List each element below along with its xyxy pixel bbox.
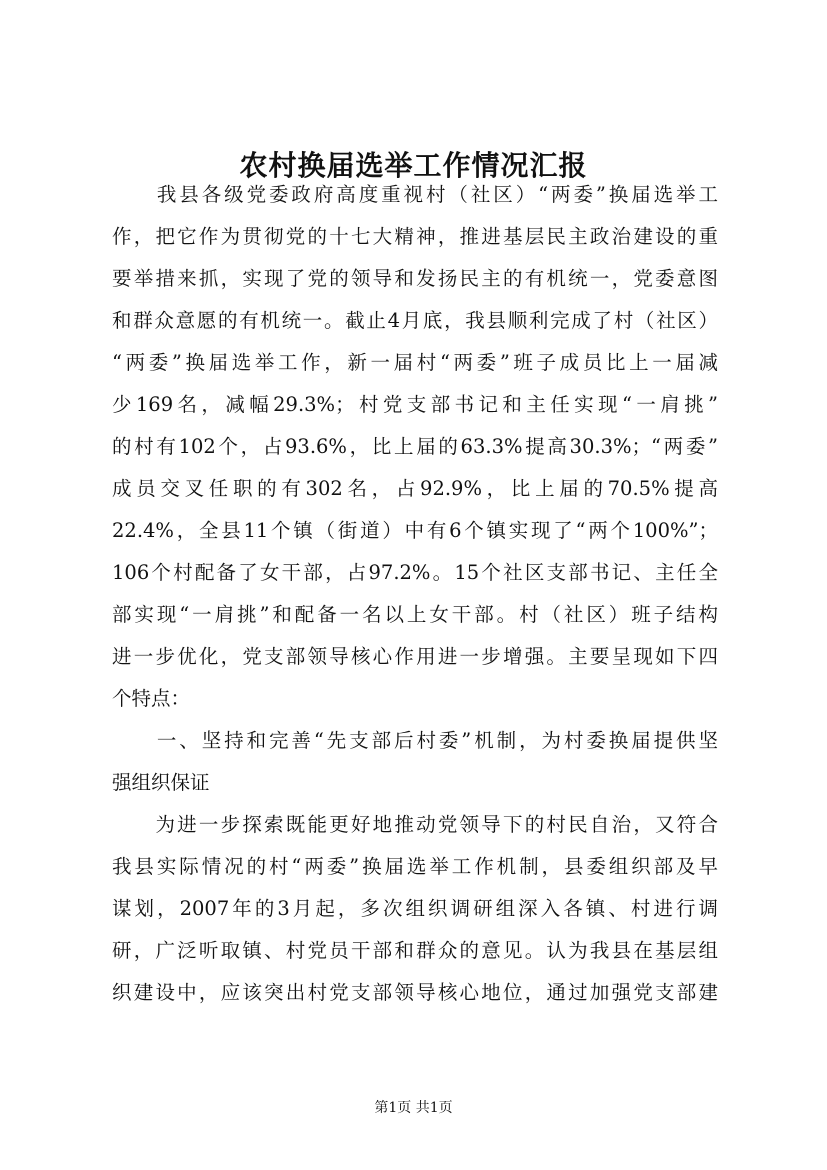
body-line: 和群众意愿的有机统一。截止4月底，我县顺利完成了村（社区） [112, 309, 718, 332]
body-line: 22.4%，全县11个镇（街道）中有6个镇实现了“两个100%”； [112, 519, 718, 542]
body-line: 的村有102个，占93.6%，比上届的63.3%提高30.3%；“两委” [112, 435, 718, 458]
page-footer: 第1页 共1页 [374, 1100, 453, 1116]
body-line: 为进一步探索既能更好地推动党领导下的村民自治，又符合 [112, 813, 718, 836]
body-line: 我县各级党委政府高度重视村（社区）“两委”换届选举工 [112, 183, 718, 206]
body-line: 织建设中，应该突出村党支部领导核心地位，通过加强党支部建 [112, 981, 718, 1004]
body-line: 作，把它作为贯彻党的十七大精神，推进基层民主政治建设的重 [112, 225, 718, 248]
body-line: 我县实际情况的村“两委”换届选举工作机制，县委组织部及早 [112, 855, 718, 878]
body-line: 个特点： [112, 687, 191, 710]
body-line: 106个村配备了女干部，占97.2%。15个社区支部书记、主任全 [112, 561, 718, 584]
body-line: 少169名，减幅29.3%；村党支部书记和主任实现“一肩挑” [112, 393, 718, 416]
body-line: 进一步优化，党支部领导核心作用进一步增强。主要呈现如下四 [112, 645, 718, 668]
body-line: 成员交叉任职的有302名，占92.9%，比上届的70.5%提高 [112, 477, 718, 500]
body-line: 要举措来抓，实现了党的领导和发扬民主的有机统一，党委意图 [112, 267, 718, 290]
body-line: 谋划，2007年的3月起，多次组织调研组深入各镇、村进行调 [112, 897, 718, 920]
document-title: 农村换届选举工作情况汇报 [239, 149, 588, 182]
section-heading-line: 一、坚持和完善“先支部后村委”机制，为村委换届提供坚 [112, 729, 718, 752]
body-line: 部实现“一肩挑”和配备一名以上女干部。村（社区）班子结构 [112, 603, 718, 626]
body-line: 研，广泛听取镇、村党员干部和群众的意见。认为我县在基层组 [112, 939, 718, 962]
body-line: “两委”换届选举工作，新一届村“两委”班子成员比上一届减 [112, 351, 718, 374]
section-heading-line: 强组织保证 [112, 771, 210, 794]
